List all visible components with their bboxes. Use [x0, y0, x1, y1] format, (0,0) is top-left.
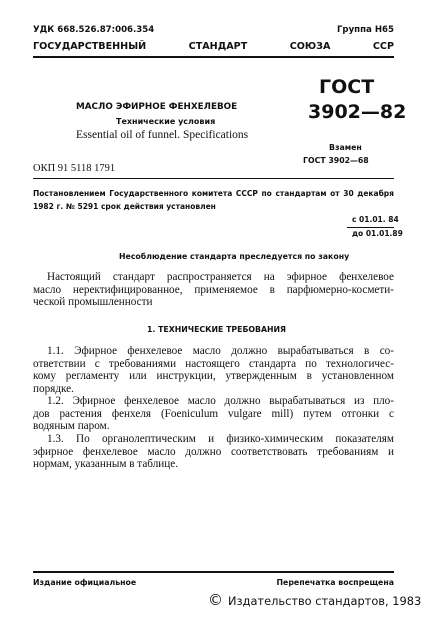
gost-label: ГОСТ	[319, 76, 375, 98]
clause-1-1	[33, 345, 394, 395]
clause-line: ответствии с требованиями настоящего стандарта по технологичес-	[33, 357, 394, 370]
document-title: МАСЛО ЭФИРНОЕ ФЕНХЕЛЕВОЕ	[76, 102, 238, 112]
decree-line-1: Постановлением Государственного комитета СССР по стандартам от 30 декабря	[33, 189, 394, 198]
clause-1-2	[33, 395, 394, 433]
replaces-number: ГОСТ 3902—68	[303, 156, 369, 165]
footer-rule	[33, 571, 394, 573]
clause-line: 1.3. По органолептическим и физико-химическим показателям	[47, 433, 394, 445]
header-rule	[33, 56, 394, 58]
clause-line: кому регламенту или инструкции, утвержденным в установленном	[33, 370, 394, 383]
intro-line: масло неректифицированное, применяемое в парфюмерно-космети-	[33, 283, 394, 296]
effective-from: с 01.01. 84	[352, 215, 399, 224]
intro-paragraph	[33, 271, 394, 309]
group-code: Группа Н65	[336, 25, 394, 35]
document-title-en: Essential oil of funnel. Specifications	[76, 129, 249, 141]
replaces-label: Взамен	[329, 143, 362, 152]
clause-line: 1.2. Эфирное фенхелевое масло должно вырабатываться из пло-	[47, 395, 394, 407]
legal-warning: Несоблюдение стандарта преследуется по закону	[119, 252, 350, 261]
intro-line: ческой промышленности	[33, 296, 153, 309]
clause-1-3	[33, 433, 394, 471]
official-edition: Издание официальное	[33, 578, 137, 587]
clause-line: дов растения фенхеля (Foeniculum vulgare mill) путем отгонки с	[33, 407, 394, 420]
org-title: ГОСУДАРСТВЕННЫЙ СТАНДАРТ СОЮЗА ССР	[33, 41, 394, 52]
intro-line: Настоящий стандарт распространяется на эфирное фенхелевое	[47, 271, 394, 283]
section-heading: 1. ТЕХНИЧЕСКИЕ ТРЕБОВАНИЯ	[147, 325, 287, 334]
clause-line: порядке.	[33, 382, 74, 395]
okp-code: ОКП 91 5118 1791	[33, 163, 116, 174]
clause-line: водяным паром.	[33, 420, 110, 433]
clause-line: 1.1. Эфирное фенхелевое масло должно вырабатываться в со-	[47, 345, 394, 357]
udk-code: УДК 668.526.87:006.354	[33, 25, 155, 35]
okp-rule	[33, 178, 394, 179]
copyright-icon: ©	[208, 591, 223, 609]
effective-rule	[347, 227, 394, 228]
clause-line: эфирное фенхелевое масло должно соответствовать требованиям и	[33, 445, 394, 458]
publisher: Издательство стандартов, 1983	[228, 594, 422, 608]
effective-to: до 01.01.89	[352, 229, 403, 238]
document-subtitle: Технические условия	[116, 117, 216, 126]
reprint-notice: Перепечатка воспрещена	[276, 578, 394, 587]
gost-number: 3902—82	[308, 101, 407, 123]
decree-line-2: 1982 г. № 5291 срок действия установлен	[33, 202, 216, 211]
clause-line: нормам, указанным в таблице.	[33, 458, 179, 471]
